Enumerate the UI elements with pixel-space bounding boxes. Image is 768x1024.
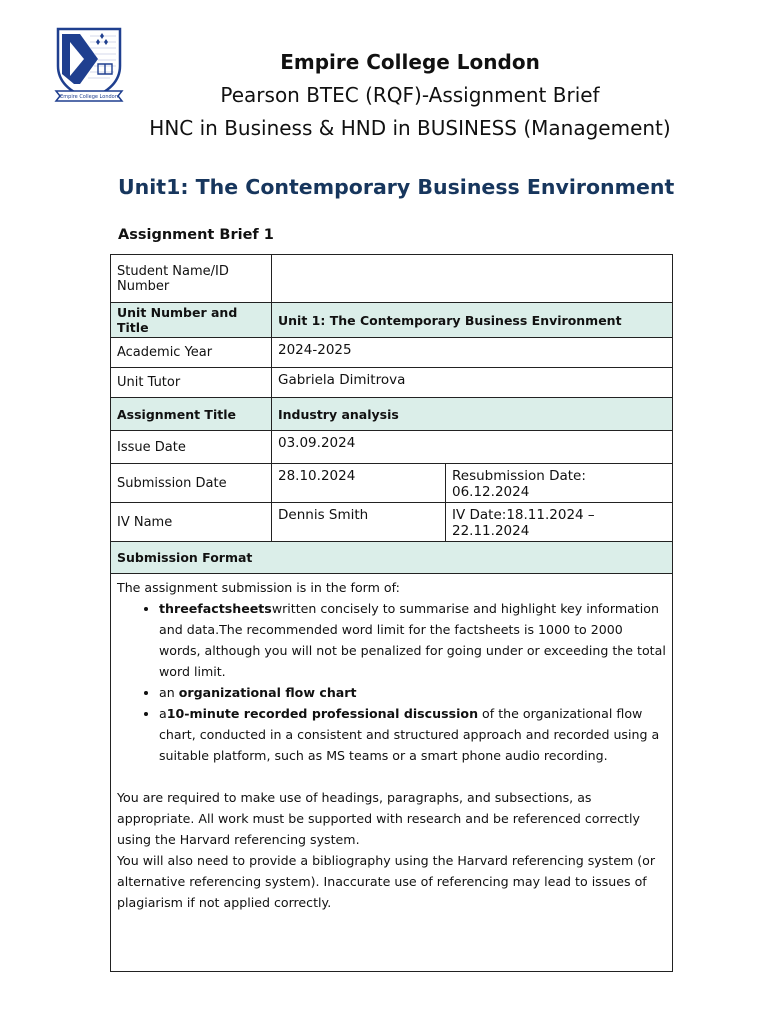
student-label: Student Name/ID Number <box>111 255 272 303</box>
bullet-text: of the organizational flow chart, conducted in a consistent and structured approach and recorded using a suitable platform, such as MS teams or a smart phone audio recording. <box>159 706 660 763</box>
iv-date: IV Date:18.11.2024 – 22.11.2024 <box>446 503 673 542</box>
table-row <box>111 338 673 368</box>
bullet-text: an <box>159 685 179 700</box>
brief-subtitle: Pearson BTEC (RQF)-Assignment Brief <box>220 83 600 107</box>
table-row <box>111 368 673 398</box>
table-row <box>111 503 673 542</box>
assignment-title-value: Industry analysis <box>272 398 673 431</box>
unit-title: Unit1: The Contemporary Business Environment <box>118 175 675 199</box>
list-item <box>159 703 666 766</box>
year-value: 2024-2025 <box>272 338 673 368</box>
bullet-text: written concisely to summarise and highlight key information and data.The recommended word limit for the factsheets is 1000 to 2000 words, although you will not be penalized for going under or exceeding the total word limit. <box>159 601 666 679</box>
table-row <box>111 464 673 503</box>
year-label: Academic Year <box>111 338 272 368</box>
tutor-value: Gabriela Dimitrova <box>272 368 673 398</box>
issue-date-value: 03.09.2024 <box>272 431 673 464</box>
assignment-brief-table <box>110 254 673 972</box>
iv-name-label: IV Name <box>111 503 272 542</box>
bullet-bold: 10-minute recorded professional discussion <box>166 706 479 721</box>
submission-format-content <box>111 574 673 972</box>
programme-title: HNC in Business & HND in BUSINESS (Management) <box>149 116 671 140</box>
unit-label: Unit Number and Title <box>111 303 272 338</box>
submission-date-value: 28.10.2024 <box>272 464 446 503</box>
iv-name-value: Dennis Smith <box>272 503 446 542</box>
student-value <box>272 255 673 303</box>
assignment-brief-label: Assignment Brief 1 <box>118 227 274 243</box>
bullet-bold: organizational flow chart <box>178 685 357 700</box>
submission-format-label: Submission Format <box>111 542 673 574</box>
format-paragraph: You will also need to provide a bibliography using the Harvard referencing system (or alternative referencing system). Inaccurate use of referencing may lead to issues of plagiarism if not applied correctly. <box>117 853 656 910</box>
list-item <box>159 682 666 703</box>
table-row <box>111 431 673 464</box>
resubmission-date: Resubmission Date: 06.12.2024 <box>446 464 673 503</box>
bullet-text: a <box>159 706 167 721</box>
format-list <box>117 598 666 766</box>
table-row <box>111 398 673 431</box>
college-name: Empire College London <box>280 50 540 74</box>
format-intro: The assignment submission is in the form of: <box>117 580 400 595</box>
table-row <box>111 574 673 972</box>
issue-date-label: Issue Date <box>111 431 272 464</box>
unit-value: Unit 1: The Contemporary Business Environment <box>272 303 673 338</box>
table-row <box>111 303 673 338</box>
table-row <box>111 542 673 574</box>
submission-date-label: Submission Date <box>111 464 272 503</box>
list-item <box>159 598 666 682</box>
bullet-bold: threefactsheets <box>159 601 272 616</box>
tutor-label: Unit Tutor <box>111 368 272 398</box>
college-logo <box>54 26 124 106</box>
table-row <box>111 255 673 303</box>
format-paragraph: You are required to make use of headings, paragraphs, and subsections, as appropriate. All work must be supported with research and be referenced correctly using the Harvard referencing system. <box>117 790 640 847</box>
logo-text: Empire College London <box>60 94 118 100</box>
assignment-title-label: Assignment Title <box>111 398 272 431</box>
